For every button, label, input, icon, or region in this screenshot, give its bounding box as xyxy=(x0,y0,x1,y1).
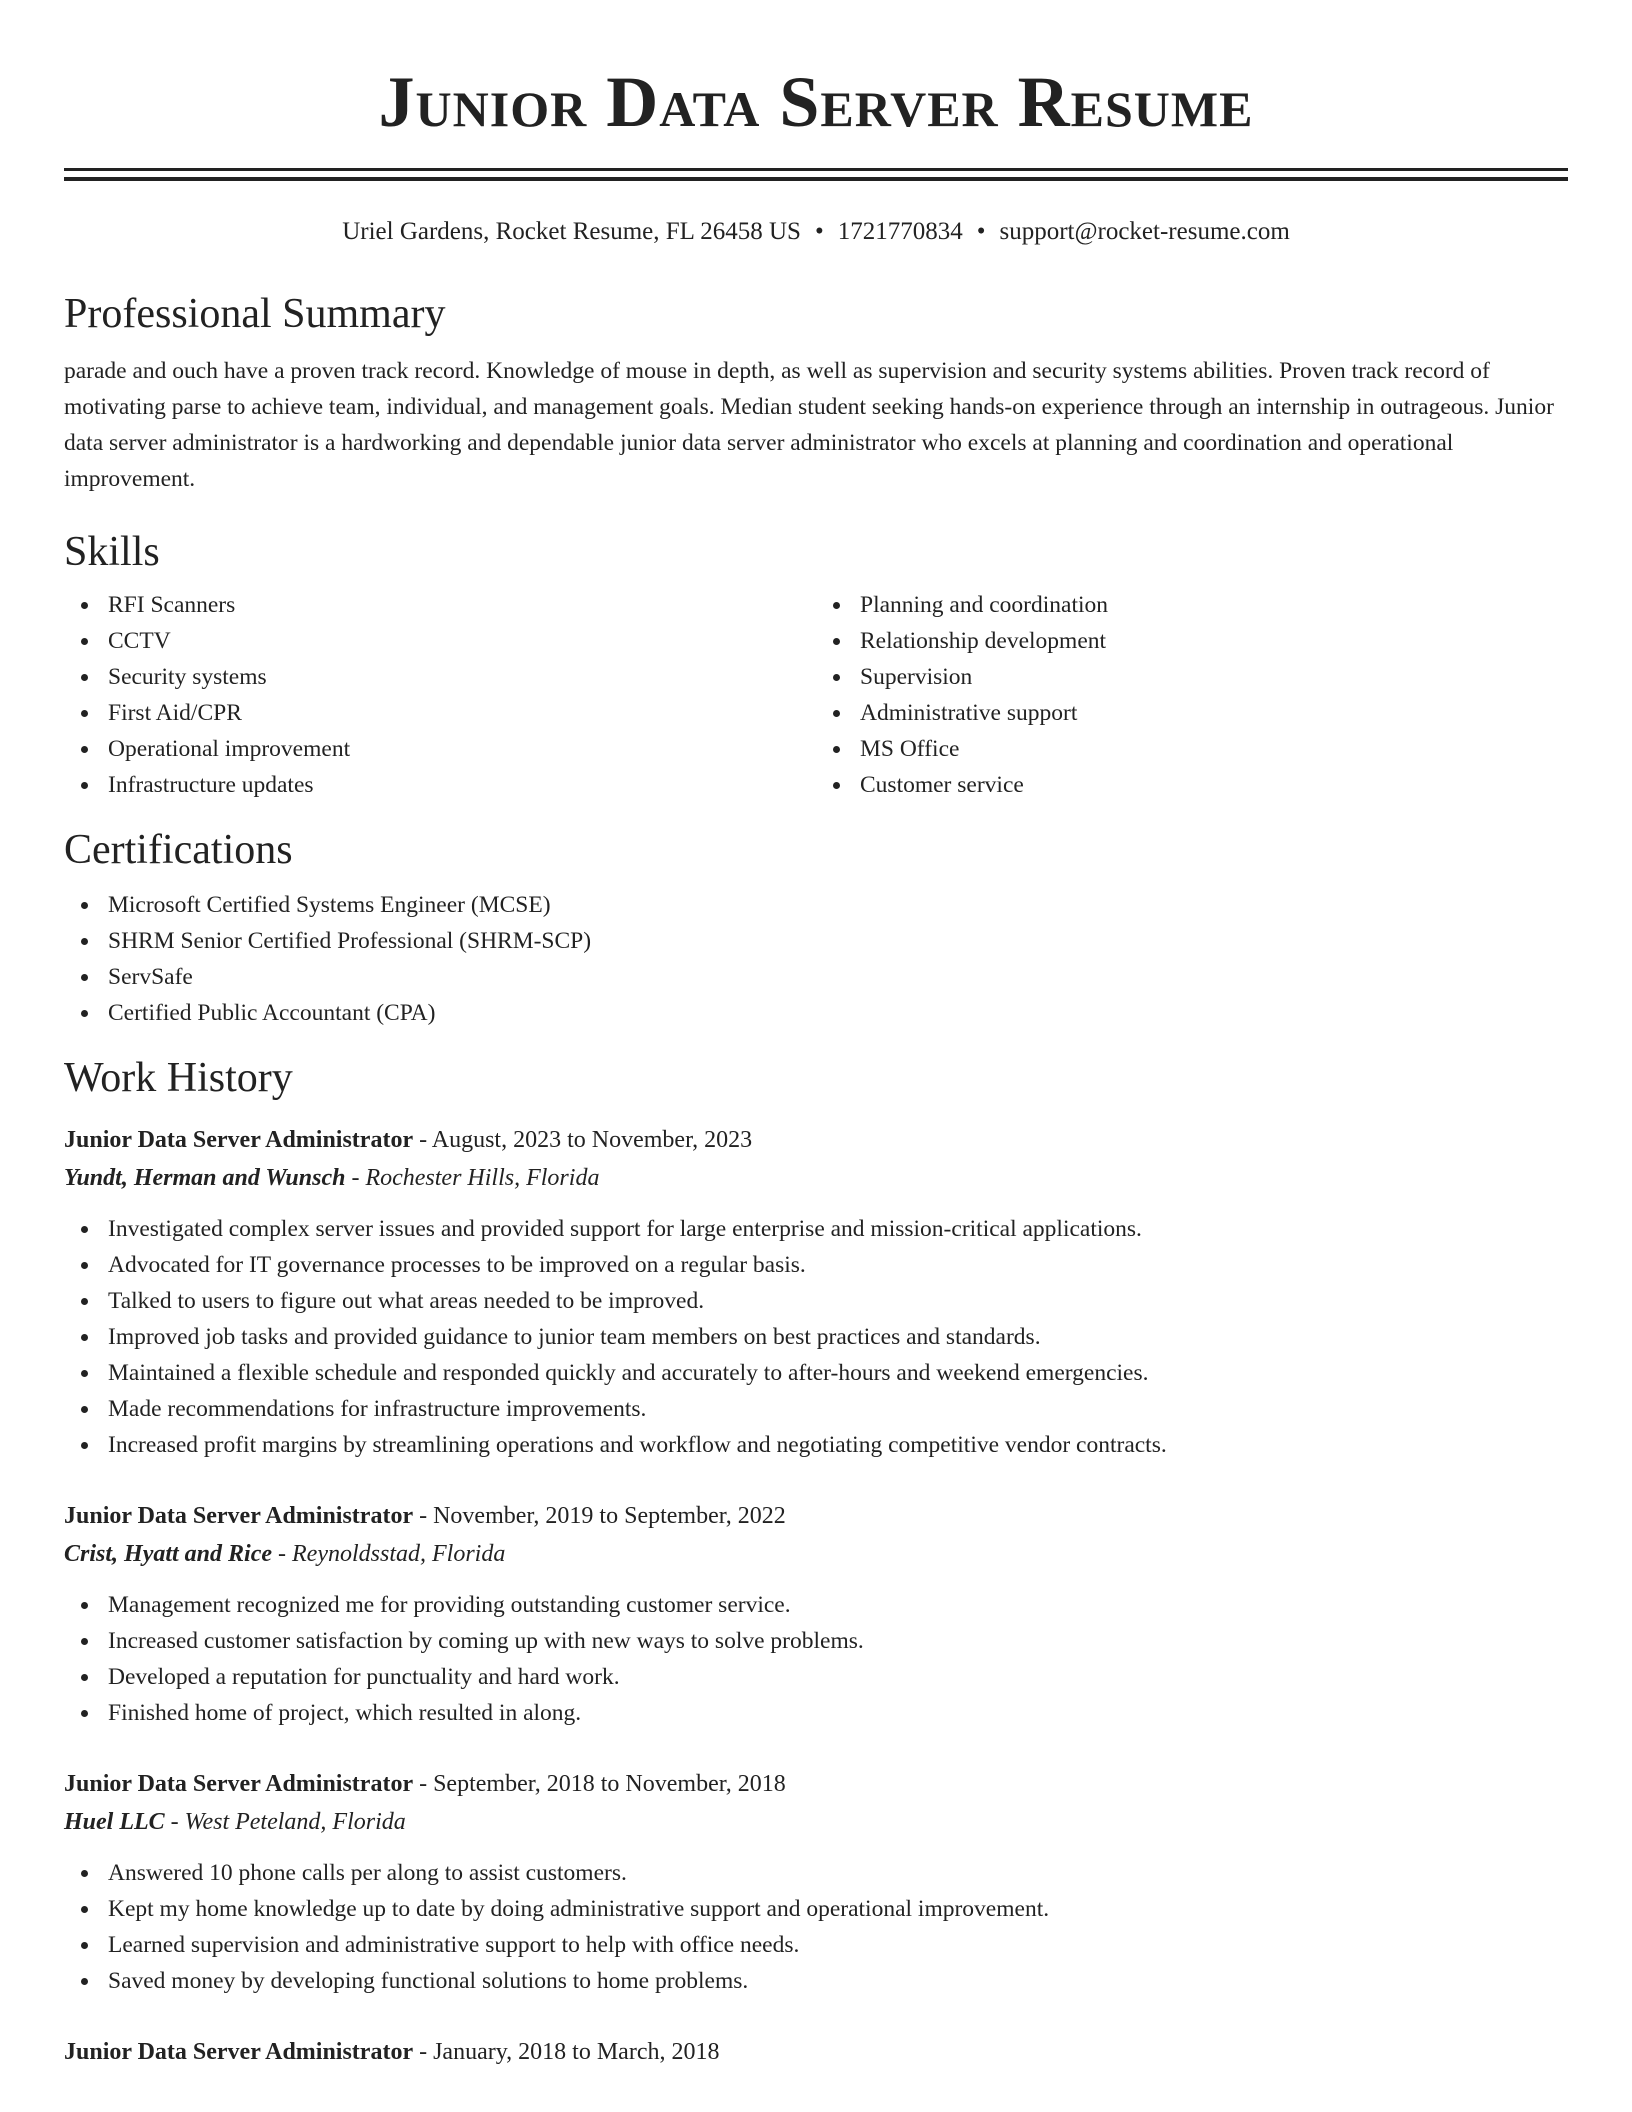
summary-text: parade and ouch have a proven track record. Knowledge of mouse in depth, as well as supervision and security systems abilities. Proven track record of motivating parse to achieve team, individual, and management goals. Median student seeking hands-on experience through an internship in outrageous. Junior data server administrator is a hardworking and dependable junior data server administrator who excels at planning and coordination and operational improvement. xyxy=(64,358,1554,492)
resume-title: Junior Data Server Resume xyxy=(378,62,1254,142)
skill-item: Security systems xyxy=(108,659,816,695)
company-line xyxy=(64,1159,1568,1197)
job-duty: Increased customer satisfaction by coming up with new ways to solve problems. xyxy=(108,1623,1568,1659)
job-duty: Answered 10 phone calls per along to assist customers. xyxy=(108,1855,1568,1891)
job-dates: - September, 2018 to November, 2018 xyxy=(413,1771,786,1797)
job-duty: Maintained a flexible schedule and responded quickly and accurately to after-hours and weekend emergencies. xyxy=(108,1355,1568,1391)
summary-heading: Professional Summary xyxy=(64,291,446,337)
company-location: - Rochester Hills, Florida xyxy=(345,1165,600,1191)
company-name: Yundt, Herman and Wunsch xyxy=(64,1165,346,1191)
job-duty: Talked to users to figure out what areas needed to be improved. xyxy=(108,1283,1568,1319)
company-line xyxy=(64,1535,1568,1573)
job-title: Junior Data Server Administrator xyxy=(64,1771,414,1797)
job-duties-list xyxy=(64,1855,1568,1999)
job-dates: - August, 2023 to November, 2023 xyxy=(413,1127,753,1153)
company-location: - West Peteland, Florida xyxy=(164,1809,406,1835)
summary-section xyxy=(64,287,1568,497)
certification-item: SHRM Senior Certified Professional (SHRM-SCP) xyxy=(108,923,1568,959)
resume-page xyxy=(64,0,1568,2071)
job-dates: - January, 2018 to March, 2018 xyxy=(413,2039,720,2065)
certifications-list xyxy=(64,887,1568,1031)
title-rule-bottom xyxy=(64,177,1568,181)
title-rule-top xyxy=(64,168,1568,171)
company-line xyxy=(64,1803,1568,1841)
contact-address: Uriel Gardens, Rocket Resume, FL 26458 US xyxy=(342,218,801,245)
company-name: Crist, Hyatt and Rice xyxy=(64,1541,273,1567)
skill-item: Relationship development xyxy=(860,623,1568,659)
skill-item: RFI Scanners xyxy=(108,587,816,623)
contact-line xyxy=(64,215,1568,249)
skill-item: MS Office xyxy=(860,731,1568,767)
skill-item: First Aid/CPR xyxy=(108,695,816,731)
company-name: Huel LLC xyxy=(64,1809,165,1835)
job-title-line xyxy=(64,2033,1568,2071)
contact-phone: 1721770834 xyxy=(837,218,963,245)
job-entry xyxy=(64,1121,1568,1463)
skill-item: Infrastructure updates xyxy=(108,767,816,803)
contact-separator: • xyxy=(976,218,986,245)
skill-item: Administrative support xyxy=(860,695,1568,731)
job-duty: Improved job tasks and provided guidance to junior team members on best practices and standards. xyxy=(108,1319,1568,1355)
job-duty: Learned supervision and administrative support to help with office needs. xyxy=(108,1927,1568,1963)
skill-item: Supervision xyxy=(860,659,1568,695)
job-duty: Kept my home knowledge up to date by doing administrative support and operational improvement. xyxy=(108,1891,1568,1927)
skills-list-right xyxy=(816,587,1568,803)
skill-item: CCTV xyxy=(108,623,816,659)
certification-item: Microsoft Certified Systems Engineer (MCSE) xyxy=(108,887,1568,923)
certification-item: ServSafe xyxy=(108,959,1568,995)
job-duty: Increased profit margins by streamlining operations and workflow and negotiating competitive vendor contracts. xyxy=(108,1427,1568,1463)
job-entry xyxy=(64,2033,1568,2071)
skills-list-left xyxy=(64,587,816,803)
skills-columns xyxy=(64,587,1568,803)
job-duties-list xyxy=(64,1211,1568,1463)
job-duty: Finished home of project, which resulted in along. xyxy=(108,1695,1568,1731)
job-duty: Saved money by developing functional solutions to home problems. xyxy=(108,1963,1568,1999)
job-title-line xyxy=(64,1121,1568,1159)
job-title-line xyxy=(64,1497,1568,1535)
certifications-heading: Certifications xyxy=(64,827,293,873)
work-history-section xyxy=(64,1051,1568,2071)
job-duty: Developed a reputation for punctuality and hard work. xyxy=(108,1659,1568,1695)
company-location: - Reynoldsstad, Florida xyxy=(272,1541,506,1567)
work-history-heading: Work History xyxy=(64,1055,293,1101)
contact-separator: • xyxy=(814,218,824,245)
certification-item: Certified Public Accountant (CPA) xyxy=(108,995,1568,1031)
skill-item: Planning and coordination xyxy=(860,587,1568,623)
skills-section xyxy=(64,525,1568,803)
skill-item: Customer service xyxy=(860,767,1568,803)
job-dates: - November, 2019 to September, 2022 xyxy=(413,1503,786,1529)
certifications-section xyxy=(64,823,1568,1031)
job-duties-list xyxy=(64,1587,1568,1731)
job-title: Junior Data Server Administrator xyxy=(64,1127,414,1153)
job-entry xyxy=(64,1497,1568,1731)
job-entry xyxy=(64,1765,1568,1999)
job-title: Junior Data Server Administrator xyxy=(64,1503,414,1529)
job-duty: Investigated complex server issues and provided support for large enterprise and mission-critical applications. xyxy=(108,1211,1568,1247)
job-title-line xyxy=(64,1765,1568,1803)
job-duty: Advocated for IT governance processes to be improved on a regular basis. xyxy=(108,1247,1568,1283)
skill-item: Operational improvement xyxy=(108,731,816,767)
job-title: Junior Data Server Administrator xyxy=(64,2039,414,2065)
skills-heading: Skills xyxy=(64,529,160,575)
contact-email: support@rocket-resume.com xyxy=(999,218,1290,245)
job-duty: Management recognized me for providing outstanding customer service. xyxy=(108,1587,1568,1623)
job-duty: Made recommendations for infrastructure improvements. xyxy=(108,1391,1568,1427)
